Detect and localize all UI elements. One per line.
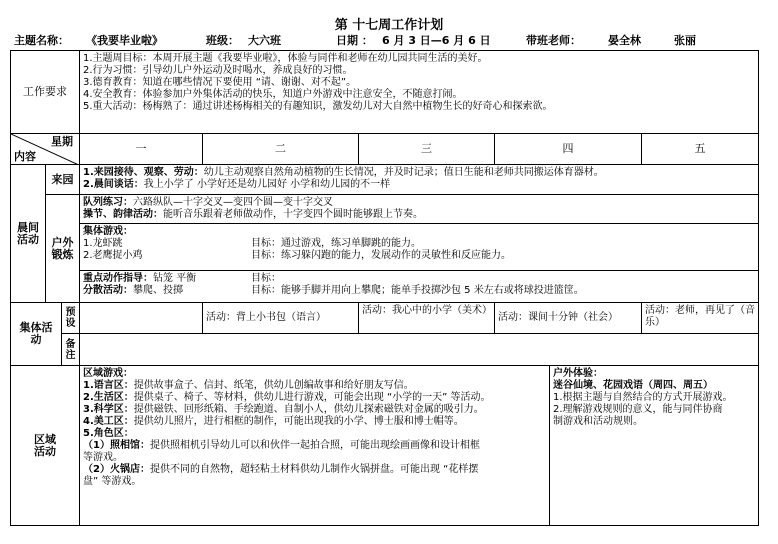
split-text: 攀爬、投掷 [133,285,183,296]
work-requirements-label: 工作要求 [10,50,80,134]
group-activity-label: 集体活动 [10,302,62,366]
area-games-content [79,365,550,526]
photo-studio-text-1: 提供照相机引导幼儿可以和伙伴一起拍合照，可能出现绘画画像和设计相框 [149,440,480,451]
preset-label: 预设 [61,302,80,334]
area-item-text: 提供幼儿照片，进行相框的制作，可能出现我的小学、博士服和博士帽等。 [133,416,464,427]
area-item-text: 提供故事盒子、信封、纸笔，供幼儿创编故事和给好朋友写信。 [133,380,414,391]
arrival-line1-text: 幼儿主动观察自然角动植物的生长情况，并及时记录；值日生能和老师共同搬运体育器材。 [203,167,604,178]
group-activity-fri: 活动：老师，再见了（音乐） [641,302,759,334]
teacher-2: 张丽 [674,34,696,47]
requirement-item: 1.主题周目标：本周开展主题《我要毕业啦》，体验与同伴和老师在幼儿园共同生活的美好。 [83,53,488,64]
arrival-content [79,164,759,195]
arrival-line2-label: 2.晨间谈话： [83,179,144,190]
week-corner-cell [10,133,80,165]
day-header-mon: 一 [79,133,203,165]
split-label: 分散活动： [83,285,133,296]
queue-text: 六路纵队—十字交叉—变四个圆—变十字交叉 [133,197,333,208]
outdoor-experience-item: 2.理解游戏规则的意义，能与同伴协商 [553,404,723,415]
focus-split-content [79,270,759,303]
outdoor-experience-heading: 户外体验： [553,368,603,379]
header-info [14,32,774,48]
area-item-text: 提供桌子、椅子、等材料，供幼儿进行游戏，可能会出现 “小学的一天” 等活动。 [133,392,491,403]
photo-studio-label: （1）照相馆： [83,440,150,451]
area-item-label: 1.语言区： [83,380,134,391]
backup-label: 备注 [61,333,80,366]
group-activity-backup-row [79,333,759,366]
work-requirements-content [79,50,759,134]
day-header-tue: 二 [202,133,359,165]
corner-weekday-label: 星期 [51,135,73,148]
outdoor-experience-sub: 迷谷仙境、花园戏语（周四、周五） [553,380,713,391]
day-header-thu: 四 [494,133,642,165]
group-activity-mon [79,302,203,334]
requirement-item: 2.行为习惯：引导幼儿户外运动及时喝水，养成良好的习惯。 [83,65,353,76]
queue-exercise-content [79,194,759,224]
page-title: 第 十七周工作计划 [334,18,444,33]
group-games-content [79,223,759,271]
outdoor-experience-item: 1.根据主题与自然结合的方式开展游戏。 [553,392,733,403]
date-label: 日期 ： [336,34,373,47]
group-games-label: 集体游戏： [83,226,133,237]
outdoor-label: 户外锻炼 [45,194,80,303]
day-header-wed: 三 [358,133,495,165]
group-activity-wed: 活动：我心中的小学（美术） [358,302,495,334]
area-activity-label: 区域活动 [10,365,80,526]
focus-text: 钻笼 平衡 [153,273,197,284]
morning-label: 晨间活动 [10,164,46,303]
theme-value: 《我要毕业啦》 [86,34,163,47]
area-games-heading: 区域游戏： [83,368,133,379]
focus-label: 重点动作指导： [83,273,153,284]
outdoor-experience-content [549,365,759,526]
area-item-text: 提供磁铁、回形纸箱、手绘跑道、自制小人，供幼儿探索磁铁对金属的吸引力。 [133,404,484,415]
group-activity-tue: 活动：背上小书包（语言） [202,302,359,334]
hotpot-text-1: 提供不同的自然物，超轻粘土材料供幼儿制作火锅拼盘。可能出现 “花样摆 [149,464,479,475]
date-value: 6 月 3 日—6 月 6 日 [382,34,491,47]
teacher-1: 晏全林 [608,34,641,47]
teacher-label: 带班老师： [526,34,581,47]
role-area-label: 5.角色区： [83,428,134,439]
hotpot-text-2: 盘” 等游戏。 [83,476,142,487]
focus-goal: 目标： [251,273,281,284]
requirement-item: 3.德育教育：知道在哪些情况下要使用 “请、谢谢、对不起”。 [83,77,357,88]
arrival-label: 来园 [45,164,80,195]
arrival-line2-text: 我上小学了 小学好还是幼儿园好 小学和幼儿园的不一样 [143,179,391,190]
queue-label: 队列练习： [83,197,133,208]
requirement-item: 4.安全教育：体验参加户外集体活动的快乐，知道户外游戏中注意安全，不随意打闹。 [83,89,463,100]
day-header-fri: 五 [641,133,759,165]
split-goal: 目标：能够手脚并用向上攀爬；能单手投掷沙包 5 米左右或将球投进篮筐。 [251,285,584,296]
area-item-label: 3.科学区： [83,404,134,415]
game1-name: 1.龙虾跳 [83,238,123,249]
theme-label: 主题名称： [14,34,69,47]
class-label: 班级： [206,34,239,47]
game1-goal: 目标：通过游戏，练习单脚跳的能力。 [251,238,421,249]
area-item-label: 4.美工区： [83,416,134,427]
corner-content-label: 内容 [14,150,36,163]
group-activity-thu: 活动：课间十分钟（社会） [494,302,642,334]
area-item-label: 2.生活区： [83,392,134,403]
arrival-line1-label: 1.来园接待、观察、劳动： [83,167,204,178]
hotpot-label: （2）火锅店： [83,464,150,475]
requirement-item: 5.重大活动：杨梅熟了：通过讲述杨梅相关的有趣知识，激发幼儿对大自然中植物生长的好奇心和探索欲。 [83,101,553,112]
photo-studio-text-2: 等游戏。 [83,452,123,463]
outdoor-experience-item: 制游戏和活动规则。 [553,416,643,427]
game2-goal: 目标：练习躲闪跑的能力，发展动作的灵敏性和反应能力。 [251,250,511,261]
class-value: 大六班 [248,34,281,47]
exercise-label: 操节、韵律活动： [83,209,163,220]
exercise-text: 能听音乐跟着老师做动作，十字变四个圆时能够跟上节奏。 [163,209,423,220]
game2-name: 2.老鹰捉小鸡 [83,250,143,261]
